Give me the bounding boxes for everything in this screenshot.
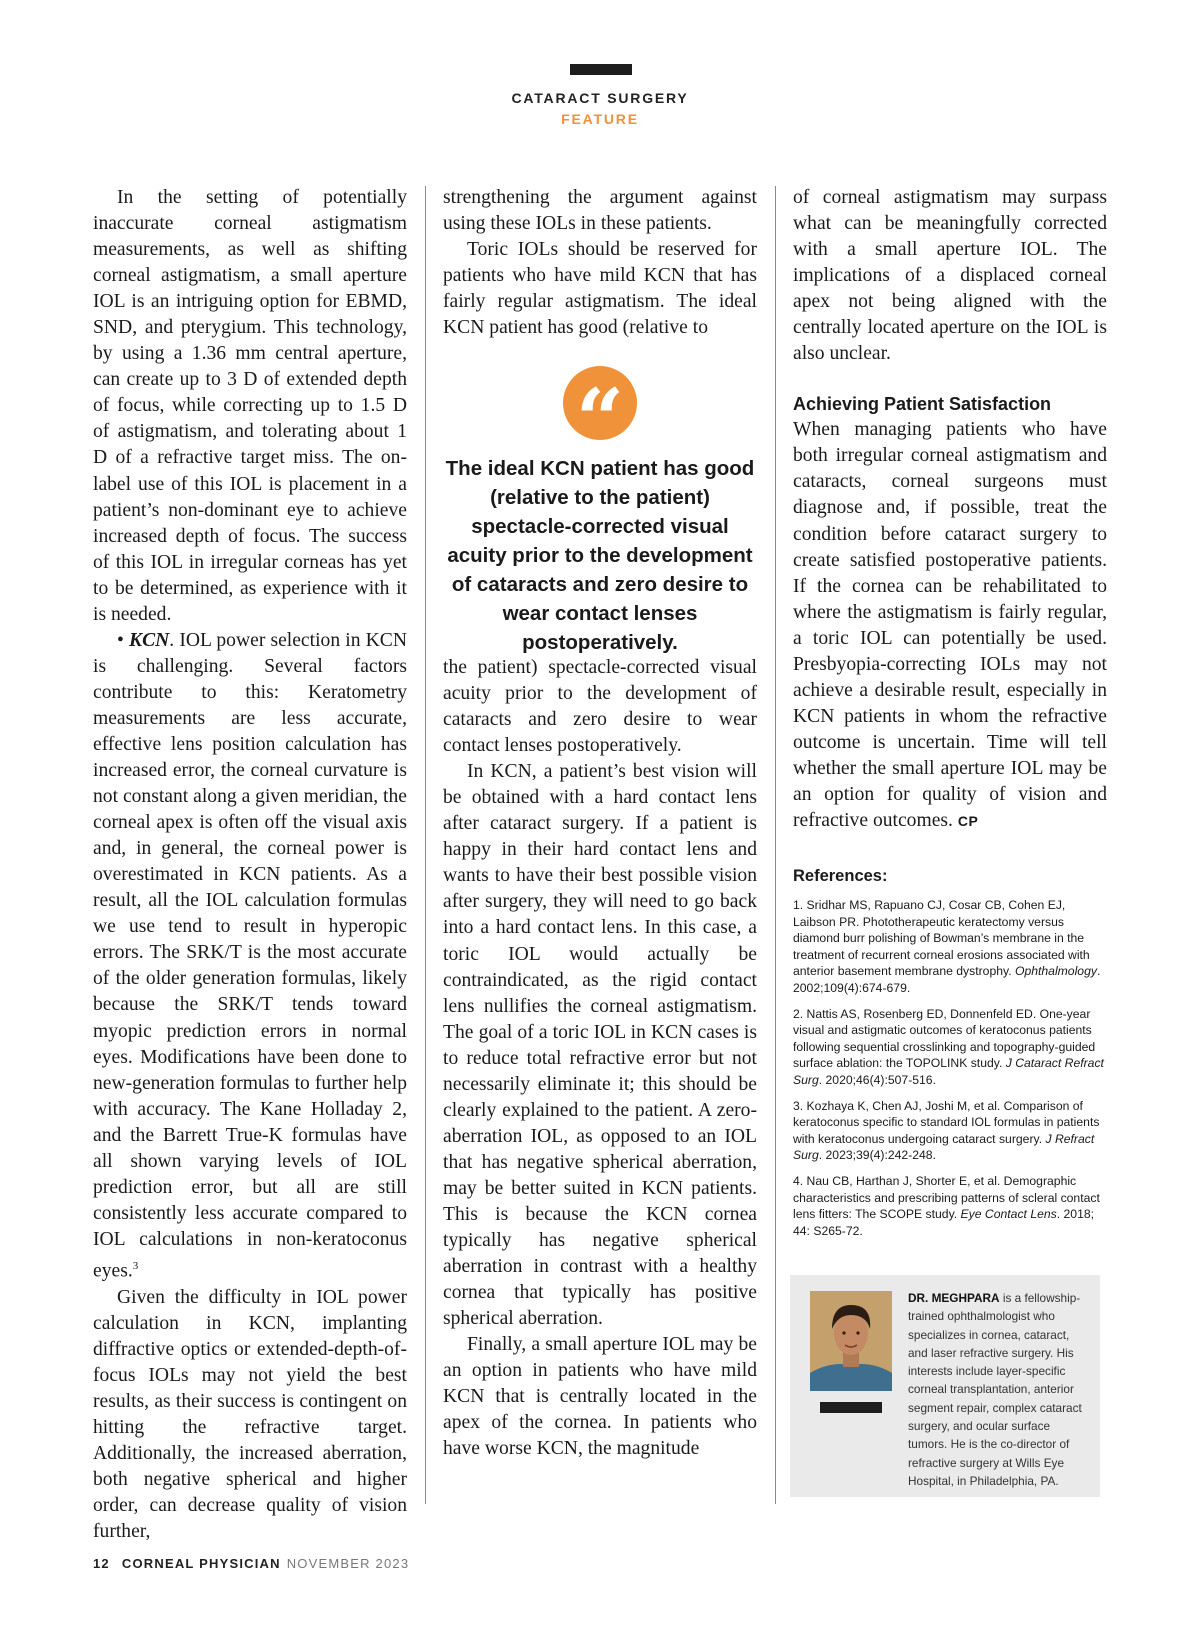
header-bar [570, 64, 632, 75]
bio-text [908, 1289, 1083, 1490]
publication-name: CORNEAL PHYSICIAN [121, 1556, 281, 1571]
references-title: References: [793, 867, 888, 886]
page-number: 12 [93, 1556, 110, 1571]
page-footer [93, 1556, 409, 1571]
reference-item: 1. Sridhar MS, Rapuano CJ, Cosar CB, Cohen EJ, Laibson PR. Phototherapeutic keratectomy versus diamond burr polishing of Bowman’s membrane in the treatment of recurrent corneal erosions associated with anterior basement membrane dystrophy. Ophthalmology. 2002;109(4):674-679. [793, 898, 1101, 996]
reference-item: 2. Nattis AS, Rosenberg ED, Donnenfeld ED. One-year visual and astigmatic outcomes of keratoconus patients following sequential crosslinking and topography-guided surface ablation: the TOPOLINK study. J Cataract Refract Surg. 2020;46(4):507-516. [793, 1006, 1104, 1088]
paragraph: Toric IOLs should be reserved for patients who have mild KCN that has fairly regular astigmatism. The ideal KCN patient has good (relative to [443, 239, 757, 339]
column-2-continued [443, 655, 757, 1462]
end-mark: CP [957, 813, 979, 830]
bullet-paragraph: • KCN. IOL power selection in KCN is challenging. Several factors contribute to this: Keratometry measurements are less accurate, effective lens position calculation has increased error, the corneal curvature is not constant along a given meridian, the corneal apex is often off the visual axis and, in general, the corneal power is overestimated in KCN patients. As a result, all the IOL calculation formulas we use tend to result in hyperopic errors. The SRK/T is the most accurate of the older generation formulas, likely because the SRK/T tends toward myopic prediction errors in normal eyes. Modifications have been done to new-generation formulas to further help with accuracy. The Kane Holladay 2, and the Barrett True-K formulas have all shown varying levels of IOL prediction error, but all are still consistently less accurate compared to IOL calculations in non-keratoconus eyes.$^3$ [93, 629, 407, 1282]
paragraph: Given the difficulty in IOL power calculation in KCN, implanting diffractive optics or extended-depth-of-focus IOLs may not yield the best results, as their success is contingent on hitting the refractive target. Additionally, the increased aberration, both negative spherical and higher order, can decrease quality of vision further, [93, 1286, 407, 1542]
paragraph: In KCN, a patient’s best vision will be obtained with a hard contact lens after cataract surgery. If a patient is happy in their hard contact lens and wants to have their best possible vision after surgery, they will need to go back into a hard contact lens. In this case, a toric IOL would actually be contraindicated, as the rigid contact lens nullifies the corneal astigmatism. The goal of a toric IOL in KCN cases is to reduce total refractive error but not necessarily eliminate it; this should be clearly explained to the patient. A zero-aberration IOL, as opposed to an IOL that has negative spherical aberration, may be better suited in KCN patients. This is because the KCN cornea typically has negative spherical aberration in contrast with a healthy cornea that typically has positive spherical aberration. [443, 761, 757, 1330]
column-2 [443, 185, 757, 341]
section-title: CATARACT SURGERY [511, 90, 689, 106]
column-divider [775, 186, 776, 1504]
author-name: DR. MEGHPARA [908, 1291, 1000, 1305]
paragraph: of corneal astigmatism may surpass what can be meaningfully corrected with a small aperture IOL. The implications of a displaced corneal apex not being aligned with the centrally located aperture on the IOL is also unclear. [793, 187, 1107, 365]
pull-quote [443, 366, 757, 657]
quote-icon: “ [563, 366, 637, 440]
paragraph: In the setting of potentially inaccurate corneal astigmatism measurements, as well as shifting corneal astigmatism, a small aperture IOL is an intriguing option for EBMD, SND, and pterygium. This technology, by using a 1.36 mm central aperture, can create up to 3 D of extended depth of focus, while correcting up to 1.5 D of astigmatism, and tolerating about 1 D of a refractive target miss. The on-label use of this IOL is placement in a patient’s non-dominant eye to achieve increased depth of focus. The success of this IOL in irregular corneas has yet to be determined, as experience with it is needed. [93, 187, 407, 625]
section-subtitle: FEATURE [561, 111, 639, 127]
pull-quote-text: The ideal KCN patient has good (relative to the patient) spectacle-corrected visual acuity prior to the development of cataracts and zero desire to wear contact lenses postoperatively. [445, 457, 755, 654]
paragraph: strengthening the argument against using these IOLs in these patients. [443, 187, 757, 235]
author-bio [790, 1275, 1100, 1497]
bullet-text: . IOL power selection in KCN is challenging. Several factors contribute to this: Keratometry measurements are less accurate, effective lens position calculation has increased error, the corneal curvature is not constant along a given meridian, the corneal apex is often off the visual axis and, in general, the corneal power is overestimated in KCN patients. As a result, all the IOL calculation formulas we use tend to result in hyperopic errors. The SRK/T is the most accurate of the older generation formulas, likely because the SRK/T tends toward myopic prediction errors in normal eyes. Modifications have been done to new-generation formulas to further help with accuracy. The Kane Holladay 2, and the Barrett True-K formulas have all shown varying levels of IOL prediction error, but all are still consistently less accurate compared to IOL calculations in non-keratoconus eyes. [93, 629, 407, 1282]
column-divider [425, 186, 426, 1504]
reference-item: 3. Kozhaya K, Chen AJ, Joshi M, et al. Comparison of keratoconus specific to standard IOL formulas in patients with keratoconus undergoing cataract surgery. J Refract Surg. 2023;39(4):242-248. [793, 1098, 1100, 1163]
paragraph [793, 417, 1107, 834]
paragraph-text: When managing patients who have both irregular corneal astigmatism and cataracts, corneal surgeons must diagnose and, if possible, treat the condition before cataract surgery to create satisfied postoperative patients. If the cornea can be rehabilitated to where the astigmatism is fairly regular, a toric IOL can potentially be used. Presbyopia-correcting IOLs may not achieve a desirable result, especially in KCN patients in whom the refractive outcome is uncertain. Time will tell whether the small aperture IOL may be an option for quality of vision and refractive outcomes. [793, 419, 1107, 832]
photo-caption-bar [820, 1402, 882, 1413]
citation: 3 [132, 1259, 139, 1272]
section-heading: Achieving Patient Satisfaction [793, 394, 1052, 415]
bio-description: is a fellowship-trained ophthalmologist who specializes in cornea, cataract, and laser refractive surgery. His interests include layer-specific corneal transplantation, anterior segment repair, complex cataract surgery, and ocular surface tumors. He is the co-director of refractive surgery at Wills Eye Hospital, in Philadelphia, PA. [908, 1291, 1082, 1488]
bullet-label: KCN [129, 629, 170, 651]
paragraph: Finally, a small aperture IOL may be an option in patients who have mild KCN that is centrally located in the apex of the cornea. In patients who have worse KCN, the magnitude [443, 1334, 757, 1460]
column-1 [93, 185, 407, 1545]
column-3 [793, 185, 1107, 1239]
author-photo [810, 1291, 892, 1391]
issue-date: NOVEMBER 2023 [286, 1556, 410, 1571]
reference-item: 4. Nau CB, Harthan J, Shorter E, et al. Demographic characteristics and prescribing patterns of scleral contact lens fitters: The SCOPE study. Eye Contact Lens. 2018; 44: S265-72. [793, 1173, 1100, 1238]
paragraph: the patient) spectacle-corrected visual acuity prior to the development of cataracts and zero desire to wear contact lenses postoperatively. [443, 657, 757, 757]
